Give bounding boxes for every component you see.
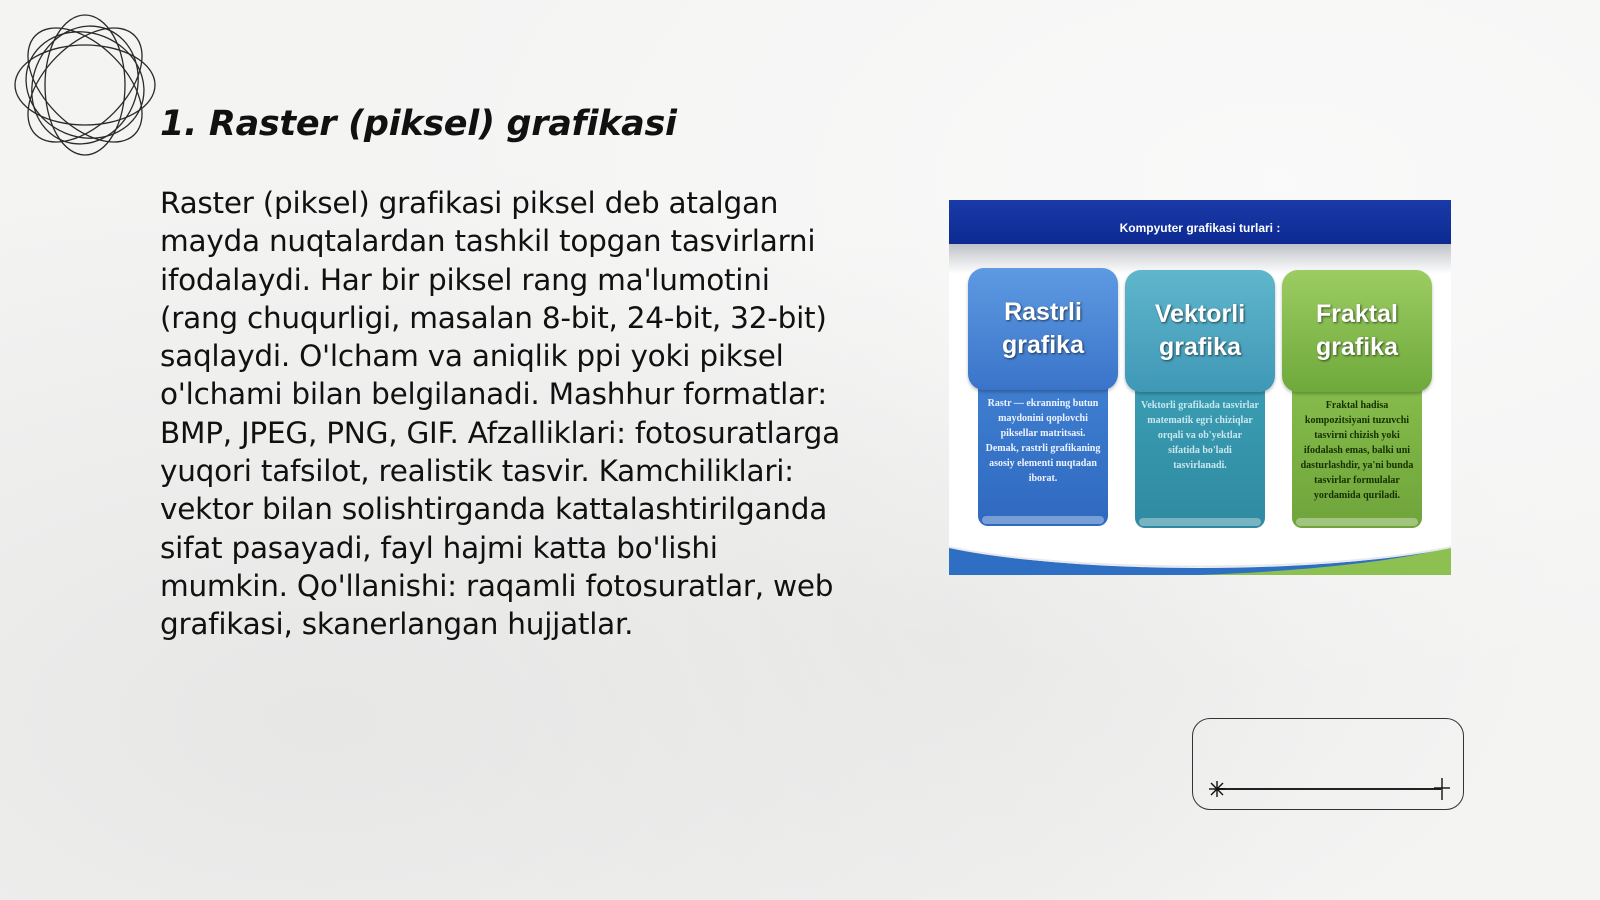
card-title-line: grafika (1316, 333, 1398, 361)
card-title-line: Vektorli (1154, 300, 1246, 328)
card-title (968, 268, 1118, 390)
card-vector (1125, 270, 1275, 532)
slide-body-text: Raster (piksel) grafikasi piksel deb atalgan mayda nuqtalardan tashkil topgan tasvirlarni ifodalaydi. Har bir piksel rang ma'lumotini (rang chuqurligi, masalan 8-bit, 24-bit, 32-bit) saqlaydi. O'lcham va aniqlik ppi yoki piksel o'lchami bilan belgilanadi. Mashhur formatlar: BMP, JPEG, PNG, GIF. Afzalliklari: fotosuratlarga yuqori tafsilot, realistik tasvir. Kamchiliklari: vektor bilan solishtirganda kattalashtirilganda sifat pasayadi, fayl hajmi katta bo'lishi mumkin. Qo'llanishi: raqamli fotosuratlar, web grafikasi, skanerlangan hujjatlar. (160, 186, 840, 642)
image-header: Kompyuter grafikasi turlari : (949, 200, 1451, 244)
circular-ornament-icon (10, 10, 160, 160)
cross-star-icon (1431, 777, 1453, 801)
card-title-line: Rastrli (1004, 298, 1082, 326)
slide-title: 1. Raster (piksel) grafikasi (160, 104, 677, 144)
card-title-line: grafika (1159, 333, 1241, 361)
sparkle-icon (1207, 779, 1227, 799)
card-base (1139, 518, 1261, 526)
card-title (1282, 270, 1432, 392)
card-fractal (1282, 270, 1432, 532)
card-title (1125, 270, 1275, 392)
card-description: Fraktal hadisa kompozitsiyani tuzuvchi tasvirni chizish yoki ifodalash emas, balki uni dasturlashdir, ya'ni bunda tasvirlar formulalar yordamida quriladi. (1292, 382, 1422, 528)
card-base (982, 516, 1104, 524)
card-title-line: grafika (1002, 331, 1084, 359)
card-description: Rastr — ekranning butun maydonini qoplovchi piksellar matritsasi. Demak, rastrli grafikaning asosiy elementi nuqtadan iborat. (978, 380, 1108, 526)
card-description: Vektorli grafikada tasvirlar matematik egri chiziqlar orqali va ob'yektlar sifatida bo'ladi tasvirlanadi. (1135, 382, 1265, 528)
image-footer-wave (949, 545, 1451, 575)
graphics-types-image (949, 200, 1451, 575)
card-raster (968, 268, 1118, 530)
slider-line (1217, 788, 1441, 790)
card-title-line: Fraktal (1316, 300, 1398, 328)
card-base (1296, 518, 1418, 526)
decorative-slider (1192, 718, 1464, 810)
